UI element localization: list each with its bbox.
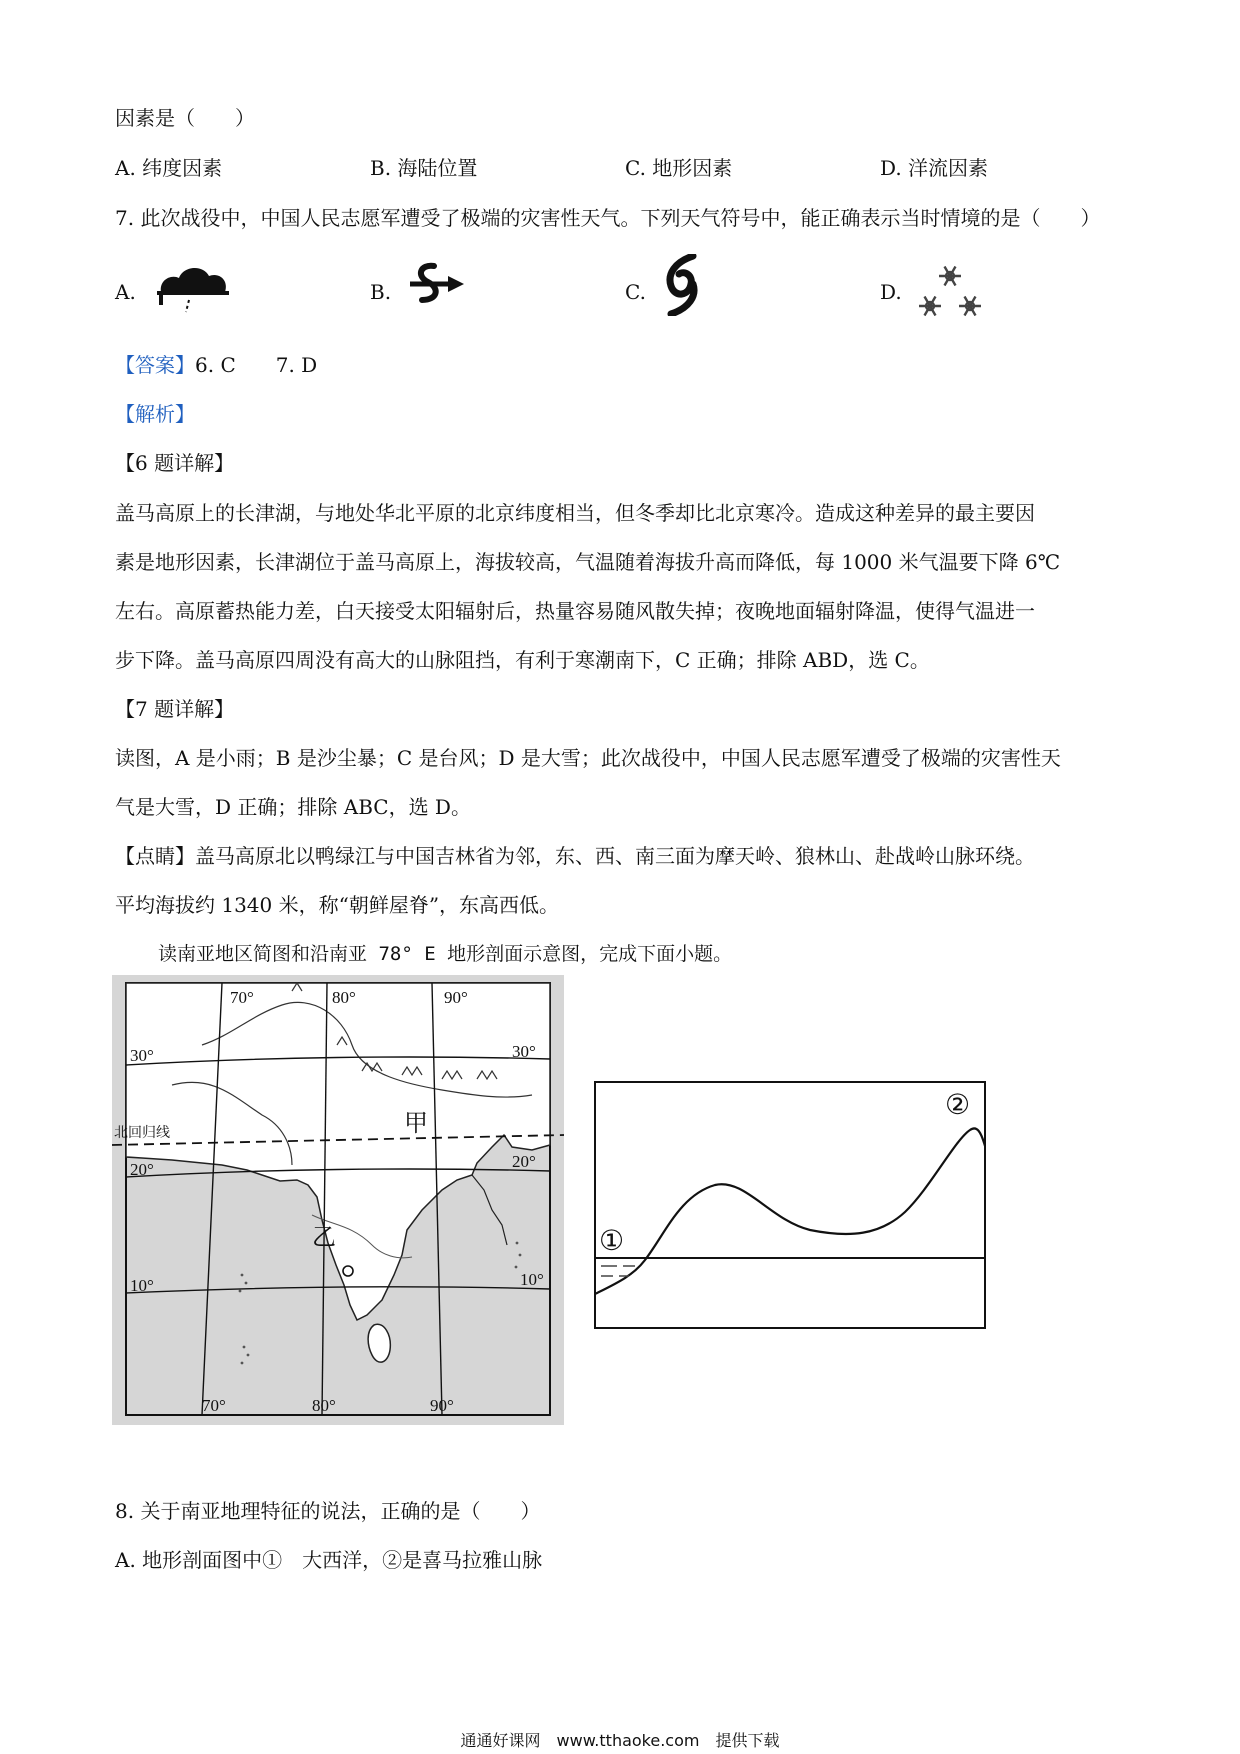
heavy-snow-icon <box>912 262 988 326</box>
lat-right-20: 20° <box>512 1152 536 1171</box>
q6-detail-line: 素是地形因素，长津湖位于盖马高原上，海拔较高，气温随着海拔升高而降低，每 1000 米气温要下降 6℃ <box>115 550 1061 574</box>
lat-right-30: 30° <box>512 1042 536 1061</box>
lon-top-70: 70° <box>230 988 254 1007</box>
sandstorm-icon <box>400 260 470 315</box>
figure-intro: 读南亚地区简图和沿南亚 78° E 地形剖面示意图，完成下面小题。 <box>158 943 733 965</box>
label-yi: 乙 <box>312 1223 336 1251</box>
label-jia: 甲 <box>404 1109 428 1137</box>
tip-text: 盖马高原北以鸭绿江与中国吉林省为邻，东、西、南三面为摩天岭、狼林山、赴战岭山脉环绕。 <box>195 844 1035 868</box>
lat-left-10: 10° <box>130 1276 154 1295</box>
q6-option-d: D. 洋流因素 <box>880 156 989 180</box>
q7-stem: 7. 此次战役中，中国人民志愿军遭受了极端的灾害性天气。下列天气符号中，能正确表示当时情境的是（ ） <box>115 206 1101 230</box>
tip-line-1 <box>115 842 1035 870</box>
lon-bottom-70: 70° <box>202 1396 226 1415</box>
q6-option-b: B. 海陆位置 <box>370 156 478 180</box>
q7-option-b-label: B. <box>370 280 392 304</box>
lat-right-10: 10° <box>520 1270 544 1289</box>
q7-option-d-label: D. <box>880 280 902 304</box>
q7-option-a-label: A. <box>115 280 136 304</box>
tropic-label: 北回归线 <box>114 1125 170 1141</box>
q7-detail-title: 【7 题详解】 <box>115 697 235 721</box>
q6-detail-line: 左右。高原蓄热能力差，白天接受太阳辐射后，热量容易随风散失掉；夜晚地面辐射降温，使得气温进一 <box>115 599 1035 623</box>
q6-detail-line: 盖马高原上的长津湖，与地处华北平原的北京纬度相当，但冬季却比北京寒冷。造成这种差异的最主要因 <box>115 501 1035 525</box>
q6-detail-title: 【6 题详解】 <box>115 451 235 475</box>
q7-option-c-label: C. <box>625 280 646 304</box>
marker-2: ② <box>945 1088 971 1121</box>
lon-top-80: 80° <box>332 988 356 1007</box>
tip-tag: 【点睛】 <box>115 844 195 868</box>
city-marker <box>343 1266 353 1276</box>
tip-line-2: 平均海拔约 1340 米，称“朝鲜屋脊”，东高西低。 <box>115 893 560 917</box>
q6-stem-tail: 因素是（ ） <box>115 106 255 130</box>
lat-left-30: 30° <box>130 1046 154 1065</box>
q6-detail-line: 步下降。盖马高原四周没有高大的山脉阻挡，有利于寒潮南下，C 正确；排除 ABD，选 C。 <box>115 648 930 672</box>
q8-stem: 8. 关于南亚地理特征的说法，正确的是（ ） <box>115 1499 541 1523</box>
q8-option-a: A. 地形剖面图中① 大西洋，②是喜马拉雅山脉 <box>115 1548 543 1572</box>
answer-text: 6. C 7. D <box>195 353 318 377</box>
lon-top-90: 90° <box>444 988 468 1007</box>
answer-line <box>115 351 317 379</box>
marker-1: ① <box>599 1224 625 1257</box>
typhoon-icon <box>657 254 707 316</box>
q7-detail-line: 气是大雪，D 正确；排除 ABC，选 D。 <box>115 795 471 819</box>
lat-left-20: 20° <box>130 1160 154 1179</box>
answer-tag: 【答案】 <box>115 353 195 377</box>
analysis-tag: 【解析】 <box>115 402 195 426</box>
terrain-profile <box>585 1070 995 1332</box>
page-footer: 通通好课网 www.tthaoke.com 提供下载 <box>460 1731 780 1750</box>
lon-bottom-90: 90° <box>430 1396 454 1415</box>
q6-option-a: A. 纬度因素 <box>115 156 223 180</box>
q7-detail-line: 读图，A 是小雨；B 是沙尘暴；C 是台风；D 是大雪；此次战役中，中国人民志愿军遭受了极端的灾害性天 <box>115 746 1061 770</box>
light-rain-icon <box>153 258 233 318</box>
south-asia-map <box>112 975 564 1425</box>
q6-option-c: C. 地形因素 <box>625 156 733 180</box>
lon-bottom-80: 80° <box>312 1396 336 1415</box>
